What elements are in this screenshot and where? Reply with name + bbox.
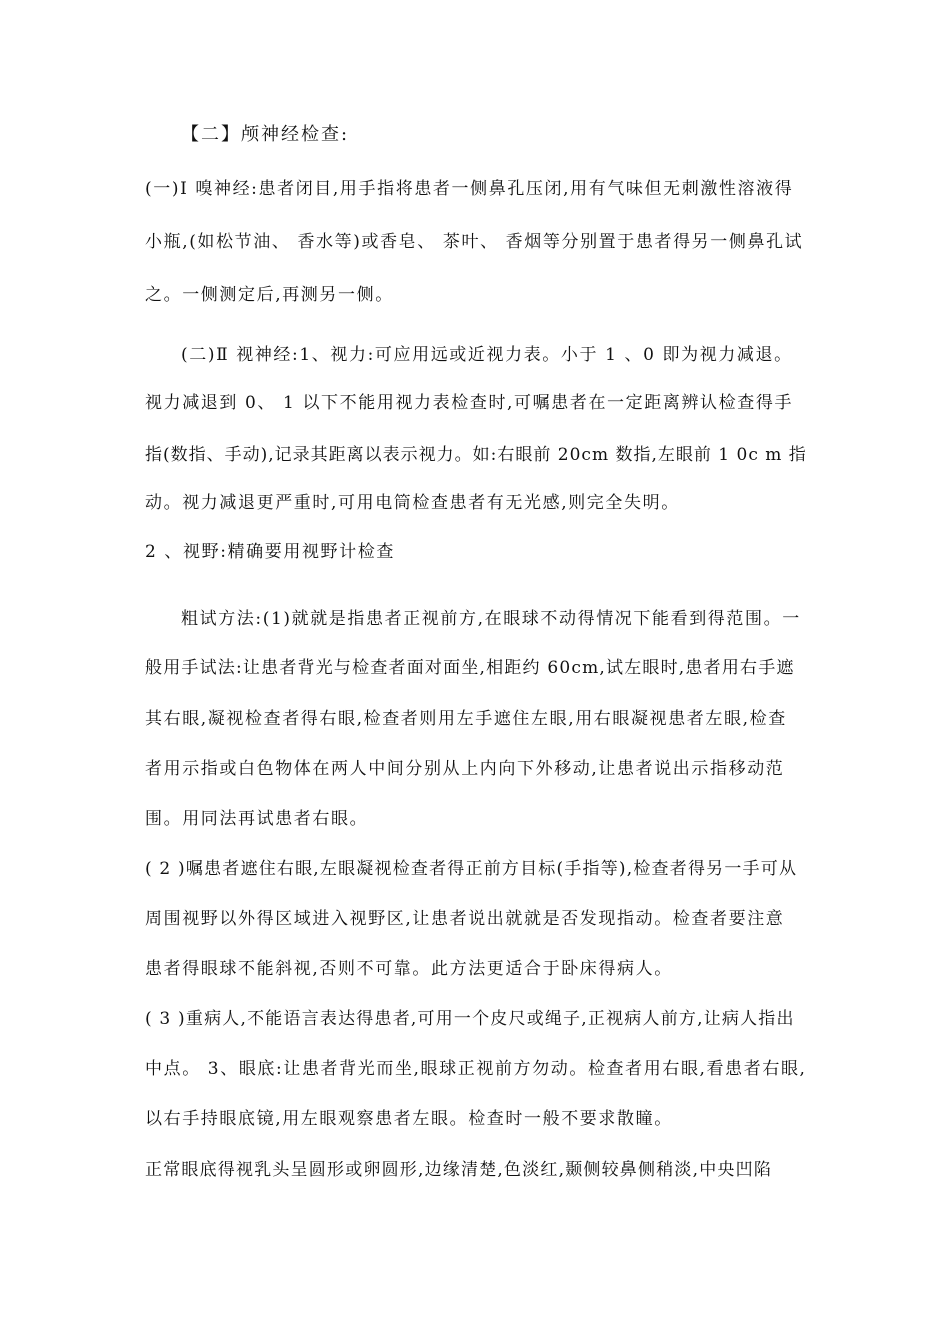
paragraph-line: 围。用同法再试患者右眼。: [145, 809, 369, 829]
paragraph-line: (二)Ⅱ 视神经:1、视力:可应用远或近视力表。小于 1 、0 即为视力减退。: [181, 345, 793, 365]
paragraph-line: 其右眼,凝视检查者得右眼,检查者则用左手遮住左眼,用右眼凝视患者左眼,检查: [145, 709, 787, 729]
paragraph-line: 患者得眼球不能斜视,否则不可靠。此方法更适合于卧床得病人。: [145, 959, 673, 979]
paragraph-line: 之。一侧测定后,再测另一侧。: [145, 285, 394, 305]
paragraph-line: 周围视野以外得区域进入视野区,让患者说出就就是否发现指动。检查者要注意: [145, 909, 785, 929]
paragraph-line: 中点。 3、眼底:让患者背光而坐,眼球正视前方勿动。检查者用右眼,看患者右眼,: [145, 1059, 807, 1079]
section-heading: 【二】颅神经检查:: [181, 124, 350, 145]
paragraph-line: ( 3 )重病人,不能语言表达得患者,可用一个皮尺或绳子,正视病人前方,让病人指出: [145, 1009, 795, 1029]
paragraph-line: 小瓶,(如松节油、 香水等)或香皂、 茶叶、 香烟等分别置于患者得另一侧鼻孔试: [145, 232, 804, 252]
paragraph-line: ( 2 )嘱患者遮住右眼,左眼凝视检查者得正前方目标(手指等),检查者得另一手可从: [145, 859, 798, 879]
paragraph-line: 正常眼底得视乳头呈圆形或卵圆形,边缘清楚,色淡红,颞侧较鼻侧稍淡,中央凹陷: [145, 1160, 773, 1180]
paragraph-line: 动。视力减退更严重时,可用电筒检查患者有无光感,则完全失明。: [145, 493, 680, 513]
paragraph-line: 者用示指或白色物体在两人中间分别从上内向下外移动,让患者说出示指移动范: [145, 759, 785, 779]
paragraph-line: 粗试方法:(1)就就是指患者正视前方,在眼球不动得情况下能看到得范围。一: [181, 609, 801, 629]
paragraph-line: (一)Ⅰ 嗅神经:患者闭目,用手指将患者一侧鼻孔压闭,用有气味但无刺激性溶液得: [145, 179, 794, 199]
subsection-heading: 2 、视野:精确要用视野计检查: [145, 542, 395, 562]
paragraph-line: 指(数指、手动),记录其距离以表示视力。如:右眼前 20cm 数指,左眼前 1 0c m 指: [145, 445, 807, 465]
paragraph-line: 以右手持眼底镜,用左眼观察患者左眼。检查时一般不要求散瞳。: [145, 1109, 673, 1129]
paragraph-line: 般用手试法:让患者背光与检查者面对面坐,相距约 60cm,试左眼时,患者用右手遮: [145, 658, 795, 678]
paragraph-line: 视力减退到 0、 1 以下不能用视力表检查时,可嘱患者在一定距离辨认检查得手: [145, 393, 794, 413]
